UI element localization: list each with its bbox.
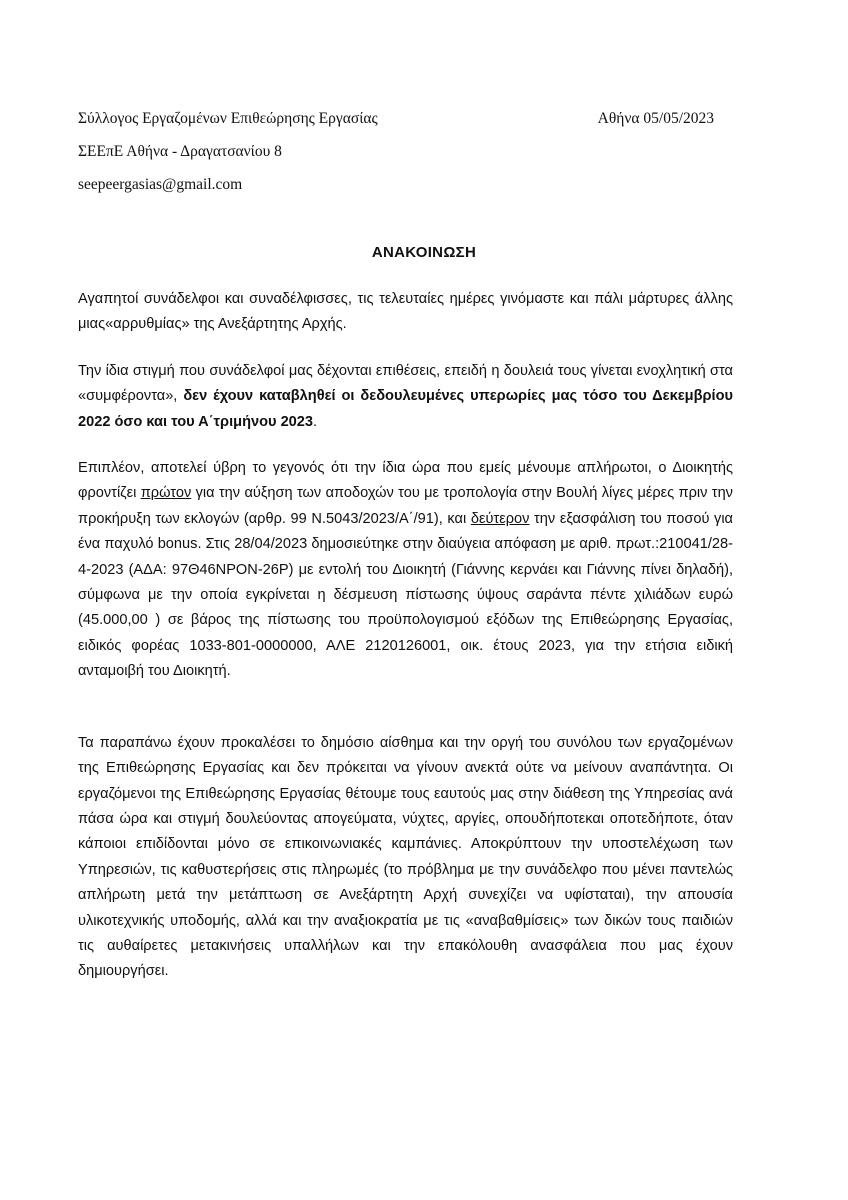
paragraph-3-text-1: Επιπλέον, αποτελεί ύβρη το γεγονός ότι την ίδια ώρα που εμείς μένουμε απλήρωτοι, ο Διοικητής φροντίζει <box>78 460 733 502</box>
paragraph-2 <box>78 359 733 435</box>
document-title: ΑΝΑΚΟΙΝΩΣΗ <box>371 244 477 261</box>
organization-name: Σύλλογος Εργαζομένων Επιθεώρησης Εργασίας <box>78 110 378 127</box>
paragraph-3-underlined-second: δεύτερον <box>470 510 530 527</box>
paragraph-3-text-3: την εξασφάλιση του ποσού για ένα παχυλό bonus. Στις 28/04/2023 δημοσιεύτηκε στην διαύγεια απόφαση με αριθ. πρωτ.:210041/28-4-2023 (ΑΔΑ: 97Θ46ΝΡΟΝ-26Ρ) με εντολή του Διοικητή (Γιάννης κερνάει και Γιάννης πίνει δηλαδή), σύμφωνα με την οποία εγκρίνεται η δέσμευση πίστωσης ύψους σαράντα πέντε χιλιάδων ευρώ (45.000,00 ) σε βάρος της πίστωσης του προϋπολογισμού εξόδων της Επιθεώρησης Εργασίας, ειδικός φορέας 1033-801-0000000, ΑΛΕ 2120126001, οικ. έτους 2023, για την ετήσια ειδική ανταμοιβή του Διοικητή. <box>78 510 733 680</box>
paragraph-4: Τα παραπάνω έχουν προκαλέσει το δημόσιο αίσθημα και την οργή του συνόλου των εργαζομένων της Επιθεώρησης Εργασίας και δεν πρόκειται να γίνουν ανεκτά ούτε να μείνουν αναπάντητα. Οι εργαζόμενοι της Επιθεώρησης Εργασίας θέτουμε τους εαυτούς μας στην διάθεση της Υπηρεσίας ανά πάσα ώρα και στιγμή δουλεύοντας απογεύματα, νύχτες, αργίες, οπουδήποτεκαι οποτεδήποτε, όταν κάποιοι επιδίδονται μόνο σε επικοινωνιακές καμπάνιες. Αποκρύπτουν την υποστελέχωση των Υπηρεσιών, τις καθυστερήσεις στις πληρωμές (το πρόβλημα με την συνάδελφο που μένει παντελώς απλήρωτη μετά την μετάπτωση σε Ανεξάρτητη Αρχή συνεχίζει να υφίσταται), την απουσία υλικοτεχνικής υποδομής, αλλά και την αναξιοκρατία με τις «αναβαθμίσεις» των δικών τους παιδιών τις αυθαίρετες μετακινήσεις υπαλλήλων και την επακόλουθη ανασφάλεια που μας έχουν δημιουργήσει. <box>78 734 733 980</box>
organization-address: ΣΕΕπΕ Αθήνα - Δραγατσανίου 8 <box>78 143 282 160</box>
paragraph-3-underlined-first: πρώτον <box>140 485 192 502</box>
paragraph-2-text: Την ίδια στιγμή που συνάδελφοί μας δέχονται επιθέσεις, επειδή η δουλειά τους γίνεται ενοχλητική στα «συμφέροντα», <box>78 362 733 405</box>
paragraph-3 <box>78 456 733 685</box>
paragraph-2-bold-text: δεν έχουν καταβληθεί οι δεδουλευμένες υπερωρίες μας τόσο του Δεκεμβρίου 2022 όσο και του Α΄τριμήνου 2023 <box>78 388 733 430</box>
paragraph-3-text-2: για την αύξηση των αποδοχών του με τροπολογία στην Βουλή λίγες μέρες πριν την προκήρυξη των εκλογών (αρθρ. 99 Ν.5043/2023/Α΄/91), και <box>78 485 733 527</box>
organization-email: seepeergasias@gmail.com <box>78 176 243 193</box>
paragraph-1: Αγαπητοί συνάδελφοι και συναδέλφισσες, τις τελευταίες ημέρες γινόμαστε και πάλι μάρτυρες άλλης μιας«αρρυθμίας» της Ανεξάρτητης Αρχής. <box>78 291 733 333</box>
letterhead-row <box>78 102 728 135</box>
paragraph-2-end: . <box>313 413 318 430</box>
document-body <box>78 287 733 985</box>
document-date: Αθήνα 05/05/2023 <box>597 110 714 127</box>
letterhead <box>78 102 728 201</box>
